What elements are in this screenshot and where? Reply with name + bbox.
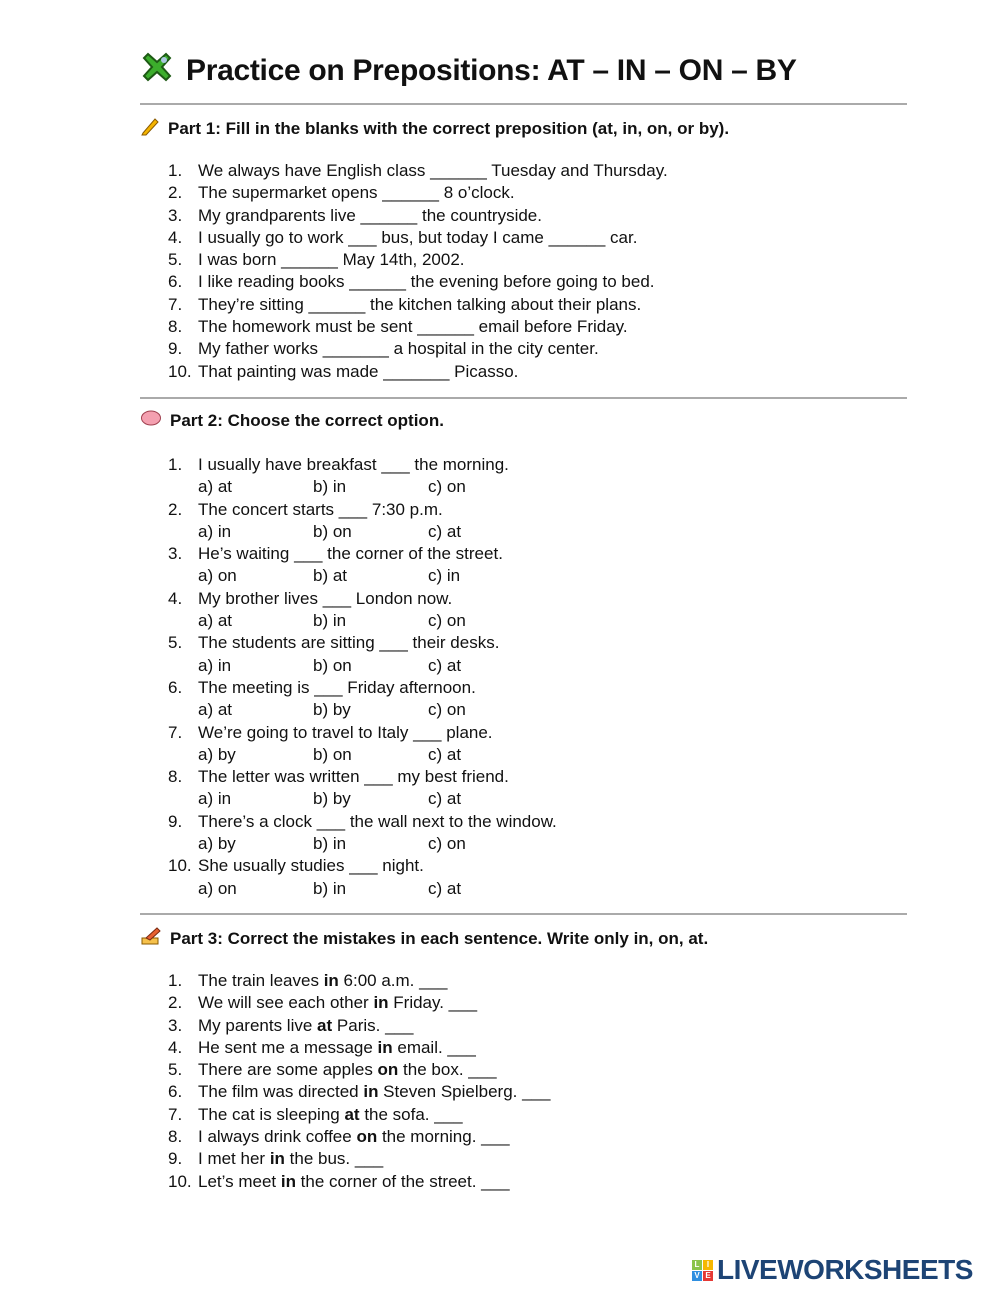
mistake-word: in [373,993,389,1013]
item-number: 1. [168,971,183,990]
question-text: The students are sitting ___ their desks. [198,633,500,653]
option[interactable]: c) on [428,834,466,854]
item-text: They’re sitting ______ the kitchen talking about their plans. [198,294,642,314]
item-text [198,1126,510,1148]
text-before: There are some apples [198,1060,378,1080]
mistake-word: in [377,1037,393,1057]
item-number: 8. [168,1127,183,1147]
item-number: 6. [168,272,183,292]
text-after: Paris. ___ [332,1015,414,1035]
text-before: We will see each other [198,993,374,1013]
option[interactable]: c) on [428,700,466,720]
question [168,855,557,877]
question [168,766,557,788]
item-number: 3. [168,1015,183,1035]
logo-tiles-icon: L I V E [692,1260,713,1281]
mistake-word: in [363,1082,379,1102]
item-text [198,1081,550,1103]
item-number: 4. [168,227,183,247]
item-number: 9. [168,339,183,359]
question [168,588,557,610]
list-item [168,182,668,204]
item-number: 1. [168,455,183,474]
option[interactable]: b) in [313,878,347,898]
option[interactable]: c) on [428,477,466,497]
option[interactable]: b) in [313,477,347,497]
brain-icon [140,409,162,432]
item-text: I was born ______ May 14th, 2002. [198,250,465,270]
options [168,521,557,543]
item-text: I usually go to work ___ bus, but today I came ______ car. [198,227,638,247]
text-before: The train leaves [198,971,324,990]
text-before: The film was directed [198,1082,364,1102]
item-number: 3. [168,205,183,225]
text-before: Let’s meet [198,1171,281,1191]
option[interactable]: b) on [313,744,352,764]
question-text: My brother lives ___ London now. [198,588,453,608]
item-number: 4. [168,1037,183,1057]
pencil-icon [140,116,160,141]
options [168,565,557,587]
option[interactable]: a) at [198,611,233,631]
item-number: 10. [168,1171,192,1191]
text-before: I always drink coffee [198,1127,357,1147]
item-text: The homework must be sent ______ email before Friday. [198,317,628,337]
mistake-word: on [356,1127,378,1147]
divider [140,913,907,915]
item-number: 10. [168,856,192,876]
option[interactable]: a) on [198,566,237,586]
part1-heading: Part 1: Fill in the blanks with the correct preposition (at, in, on, or by). [140,116,729,141]
question-text: He’s waiting ___ the corner of the street. [198,544,503,564]
list-item [168,992,550,1014]
part2-list [168,454,557,900]
list-item [168,1059,550,1081]
options [168,744,557,766]
text-after: Steven Spielberg. ___ [378,1082,551,1102]
option[interactable]: b) on [313,521,352,541]
options [168,655,557,677]
option[interactable]: a) at [198,477,233,497]
text-after: the corner of the street. ___ [295,1171,510,1191]
item-number: 2. [168,183,183,203]
text-before: The cat is sleeping [198,1104,345,1124]
question-text: The meeting is ___ Friday afternoon. [198,677,476,697]
text-after: the sofa. ___ [359,1104,463,1124]
item-text [198,1037,476,1059]
option[interactable]: c) at [428,744,462,764]
item-text: That painting was made _______ Picasso. [198,361,519,381]
item-number: 6. [168,1082,183,1102]
item-text [198,992,477,1014]
mistake-word: at [344,1104,360,1124]
option[interactable]: c) at [428,789,462,809]
item-number: 1. [168,161,183,180]
text-before: He sent me a message [198,1037,378,1057]
mistake-word: in [323,971,339,990]
text-after: email. ___ [392,1037,476,1057]
list-item [168,970,550,992]
list-item [168,205,668,227]
part3-list [168,970,550,1193]
item-number: 5. [168,1060,183,1080]
text-after: the box. ___ [398,1060,497,1080]
part1-list [168,160,668,383]
mistake-word: in [280,1171,296,1191]
item-number: 3. [168,544,183,564]
item-number: 6. [168,677,183,697]
item-number: 7. [168,1104,183,1124]
puzzle-piece-icon [140,50,174,92]
item-number: 5. [168,633,183,653]
list-item [168,1148,550,1170]
item-number: 2. [168,993,183,1013]
option[interactable]: b) by [313,700,351,720]
list-item [168,1037,550,1059]
list-item [168,1126,550,1148]
item-text: The supermarket opens ______ 8 o’clock. [198,183,515,203]
list-item [168,316,668,338]
item-text: My grandparents live ______ the countryside. [198,205,542,225]
divider [140,103,907,105]
option[interactable]: a) in [198,655,232,675]
mistake-word: at [317,1015,333,1035]
option[interactable]: a) in [198,521,232,541]
option[interactable]: b) at [313,566,348,586]
part3-heading: Part 3: Correct the mistakes in each sentence. Write only in, on, at. [140,926,708,951]
divider [140,397,907,399]
options [168,610,557,632]
question-text: She usually studies ___ night. [198,856,424,876]
options [168,833,557,855]
question [168,722,557,744]
mistake-word: on [377,1060,399,1080]
option[interactable]: c) at [428,655,462,675]
question [168,632,557,654]
question-text: There’s a clock ___ the wall next to the window. [198,811,557,831]
page-title: Practice on Prepositions: AT – IN – ON – BY [140,50,797,92]
list-item [168,271,668,293]
part2-heading: Part 2: Choose the correct option. [140,409,444,432]
option[interactable]: c) at [428,878,462,898]
item-text [198,1059,497,1081]
list-item [168,1104,550,1126]
question-text: We’re going to travel to Italy ___ plane. [198,722,493,742]
text-after: the bus. ___ [284,1149,384,1169]
option[interactable]: c) at [428,521,462,541]
question [168,677,557,699]
text-before: I met her [198,1149,270,1169]
item-text [198,970,447,992]
option[interactable]: a) on [198,878,237,898]
item-number: 4. [168,588,183,608]
option[interactable]: b) in [313,834,347,854]
text-before: My parents live [198,1015,318,1035]
options [168,878,557,900]
option[interactable]: b) by [313,789,351,809]
item-text [198,1171,510,1193]
options [168,788,557,810]
list-item [168,1081,550,1103]
options [168,476,557,498]
item-number: 7. [168,294,183,314]
text-after: Friday. ___ [388,993,478,1013]
question-text: The letter was written ___ my best friend. [198,767,509,787]
item-text: My father works _______ a hospital in the city center. [198,339,599,359]
liveworksheets-logo: L I V E LIVEWORKSHEETS [692,1254,973,1286]
option[interactable]: b) in [313,611,347,631]
writing-hand-icon [140,926,162,951]
item-text: We always have English class ______ Tuesday and Thursday. [198,161,668,180]
item-text: I like reading books ______ the evening before going to bed. [198,272,655,292]
item-text [198,1104,463,1126]
options [168,699,557,721]
option[interactable]: b) on [313,655,352,675]
option[interactable]: a) at [198,700,233,720]
text-after: the morning. ___ [377,1127,510,1147]
list-item [168,338,668,360]
option[interactable]: c) in [428,566,461,586]
list-item [168,361,668,383]
list-item [168,160,668,182]
list-item [168,294,668,316]
option[interactable]: a) by [198,744,236,764]
list-item [168,1171,550,1193]
list-item [168,1015,550,1037]
option[interactable]: a) in [198,789,232,809]
item-number: 8. [168,767,183,787]
question-text: I usually have breakfast ___ the morning. [198,455,509,474]
item-number: 10. [168,361,192,381]
list-item [168,249,668,271]
mistake-word: in [269,1149,285,1169]
item-number: 9. [168,811,183,831]
question [168,811,557,833]
item-number: 8. [168,317,183,337]
option[interactable]: c) on [428,611,466,631]
text-after: 6:00 a.m. ___ [338,971,448,990]
item-number: 5. [168,250,183,270]
item-number: 9. [168,1149,183,1169]
question [168,499,557,521]
item-number: 7. [168,722,183,742]
list-item [168,227,668,249]
question [168,454,557,476]
option[interactable]: a) by [198,834,236,854]
question [168,543,557,565]
item-text [198,1148,383,1170]
item-text [198,1015,413,1037]
item-number: 2. [168,499,183,519]
question-text: The concert starts ___ 7:30 p.m. [198,499,443,519]
